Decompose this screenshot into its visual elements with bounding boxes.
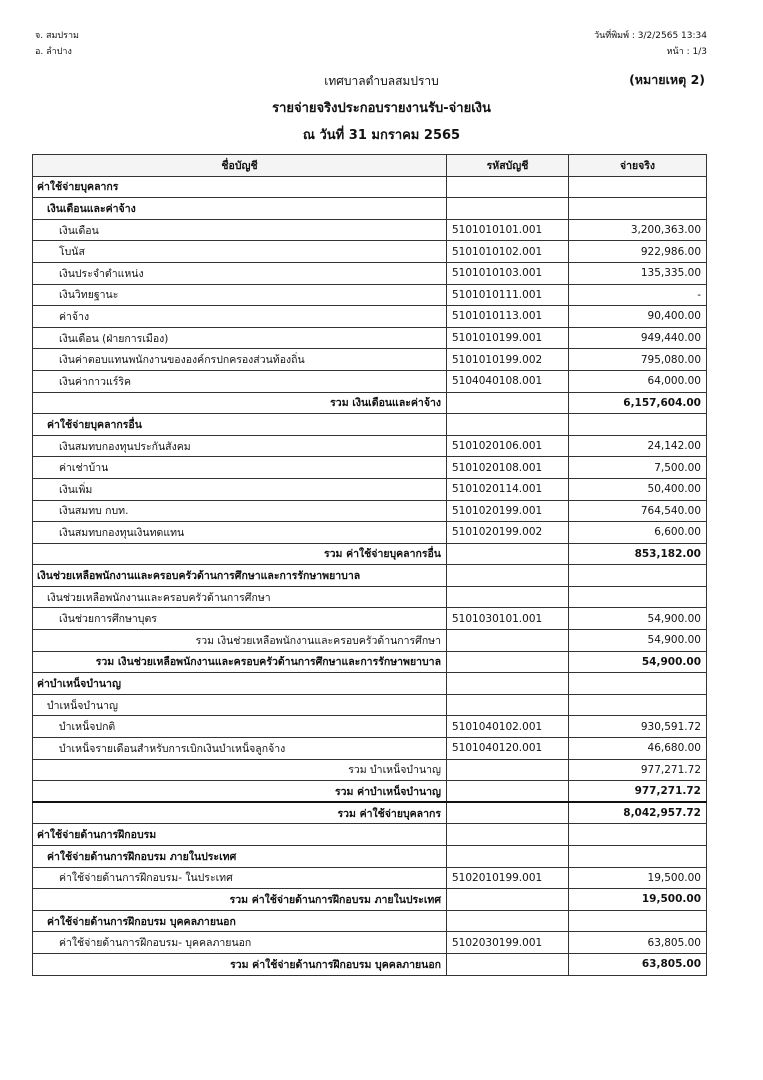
table-row: [33, 565, 707, 587]
table-row: [33, 522, 707, 544]
account-code-cell: 5101020199.002: [447, 522, 569, 544]
table-row: [33, 694, 707, 716]
account-code-cell: 5101020199.001: [447, 500, 569, 522]
amount-cell: 64,000.00: [569, 370, 707, 392]
amount-cell: -: [569, 284, 707, 306]
account-name-cell: ค่าใช้จ่ายด้านการฝึกอบรม: [33, 824, 447, 846]
amount-cell: [569, 586, 707, 608]
account-code-cell: [447, 176, 569, 198]
account-name-cell: บำเหน็จบำนาญ: [33, 694, 447, 716]
province-text: จ. สมปราม: [35, 31, 79, 41]
account-name-cell: รวม ค่าใช้จ่ายบุคลากรอื่น: [33, 543, 447, 565]
amount-cell: 63,805.00: [569, 953, 707, 975]
table-row: [33, 910, 707, 932]
account-name-cell: เงินช่วยเหลือพนักงานและครอบครัวด้านการศึกษาและการรักษาพยาบาล: [33, 565, 447, 587]
table-row: [33, 716, 707, 738]
account-code-cell: [447, 953, 569, 975]
account-name-cell: รวม ค่าใช้จ่ายด้านการฝึกอบรม ภายในประเทศ: [33, 889, 447, 911]
account-name-cell: รวม บำเหน็จบำนาญ: [33, 759, 447, 781]
account-code-cell: 5101030101.001: [447, 608, 569, 630]
amount-cell: 795,080.00: [569, 349, 707, 371]
account-name-cell: เงินเดือนและค่าจ้าง: [33, 198, 447, 220]
amount-cell: 853,182.00: [569, 543, 707, 565]
column-header-account-name: ชื่อบัญชี: [33, 155, 447, 177]
table-row: [33, 241, 707, 263]
table-row: [33, 824, 707, 846]
amount-cell: [569, 910, 707, 932]
account-code-cell: 5101010103.001: [447, 262, 569, 284]
account-code-cell: [447, 910, 569, 932]
account-code-cell: 5101010111.001: [447, 284, 569, 306]
table-header-row: [33, 155, 707, 177]
amount-cell: 7,500.00: [569, 457, 707, 479]
district-text: อ. ลำปาง: [35, 47, 72, 57]
amount-cell: 63,805.00: [569, 932, 707, 954]
amount-cell: 54,900.00: [569, 651, 707, 673]
account-name-cell: เงินช่วยการศึกษาบุตร: [33, 608, 447, 630]
header-left: [35, 28, 79, 60]
amount-cell: 54,900.00: [569, 630, 707, 652]
table-row: [33, 500, 707, 522]
amount-cell: 6,157,604.00: [569, 392, 707, 414]
table-row: [33, 953, 707, 975]
account-code-cell: [447, 824, 569, 846]
amount-cell: 764,540.00: [569, 500, 707, 522]
note-label: (หมายเหตุ 2): [629, 72, 705, 87]
column-header-account-code: รหัสบัญชี: [447, 155, 569, 177]
account-code-cell: [447, 543, 569, 565]
account-name-cell: ค่าจ้าง: [33, 306, 447, 328]
account-code-cell: 5101020114.001: [447, 478, 569, 500]
amount-cell: 949,440.00: [569, 327, 707, 349]
amount-cell: 24,142.00: [569, 435, 707, 457]
account-name-cell: ค่าใช้จ่ายด้านการฝึกอบรม- ในประเทศ: [33, 867, 447, 889]
table-row: [33, 867, 707, 889]
organization-name: เทศบาลตำบลสมปราบ: [324, 74, 439, 88]
account-code-cell: [447, 586, 569, 608]
account-code-cell: [447, 889, 569, 911]
account-code-cell: 5101040120.001: [447, 738, 569, 760]
table-row: [33, 219, 707, 241]
table-row: [33, 414, 707, 436]
table-row: [33, 846, 707, 868]
amount-cell: 46,680.00: [569, 738, 707, 760]
amount-cell: 8,042,957.72: [569, 802, 707, 824]
page-number: หน้า : 1/3: [666, 47, 707, 57]
account-name-cell: เงินเดือน (ฝ่ายการเมือง): [33, 327, 447, 349]
amount-cell: 3,200,363.00: [569, 219, 707, 241]
account-name-cell: ค่าใช้จ่ายบุคลากร: [33, 176, 447, 198]
account-name-cell: ค่าเช่าบ้าน: [33, 457, 447, 479]
table-body: [33, 176, 707, 975]
account-code-cell: [447, 392, 569, 414]
account-code-cell: [447, 802, 569, 824]
table-row: [33, 543, 707, 565]
header-right: [594, 28, 707, 60]
account-code-cell: [447, 651, 569, 673]
account-name-cell: รวม เงินช่วยเหลือพนักงานและครอบครัวด้านการศึกษา: [33, 630, 447, 652]
account-name-cell: รวม เงินช่วยเหลือพนักงานและครอบครัวด้านการศึกษาและการรักษาพยาบาล: [33, 651, 447, 673]
table-row: [33, 651, 707, 673]
account-name-cell: เงินค่ากาวแร์ริค: [33, 370, 447, 392]
expense-table: [32, 154, 707, 976]
table-row: [33, 198, 707, 220]
amount-cell: [569, 198, 707, 220]
amount-cell: 6,600.00: [569, 522, 707, 544]
table-row: [33, 759, 707, 781]
account-code-cell: 5102010199.001: [447, 867, 569, 889]
amount-cell: 54,900.00: [569, 608, 707, 630]
table-row: [33, 262, 707, 284]
account-name-cell: ค่าใช้จ่ายด้านการฝึกอบรม บุคคลภายนอก: [33, 910, 447, 932]
amount-cell: 977,271.72: [569, 781, 707, 803]
amount-cell: [569, 565, 707, 587]
table-row: [33, 457, 707, 479]
account-name-cell: เงินเพิ่ม: [33, 478, 447, 500]
account-code-cell: 5101020108.001: [447, 457, 569, 479]
print-date: วันที่พิมพ์ : 3/2/2565 13:34: [594, 31, 707, 41]
account-code-cell: [447, 198, 569, 220]
table-row: [33, 802, 707, 824]
account-name-cell: รวม เงินเดือนและค่าจ้าง: [33, 392, 447, 414]
amount-cell: 90,400.00: [569, 306, 707, 328]
amount-cell: [569, 694, 707, 716]
account-name-cell: รวม ค่าใช้จ่ายด้านการฝึกอบรม บุคคลภายนอก: [33, 953, 447, 975]
amount-cell: [569, 846, 707, 868]
account-name-cell: เงินค่าตอบแทนพนักงานขององค์กรปกครองส่วนท้องถิ่น: [33, 349, 447, 371]
amount-cell: 922,986.00: [569, 241, 707, 263]
table-row: [33, 932, 707, 954]
table-row: [33, 306, 707, 328]
account-code-cell: [447, 694, 569, 716]
account-code-cell: 5101010199.001: [447, 327, 569, 349]
account-name-cell: ค่าใช้จ่ายด้านการฝึกอบรม ภายในประเทศ: [33, 846, 447, 868]
table-row: [33, 673, 707, 695]
table-row: [33, 435, 707, 457]
table-row: [33, 586, 707, 608]
account-code-cell: 5101010102.001: [447, 241, 569, 263]
account-name-cell: บำเหน็จรายเดือนสำหรับการเบิกเงินบำเหน็จลูกจ้าง: [33, 738, 447, 760]
table-row: [33, 781, 707, 803]
account-name-cell: เงินเดือน: [33, 219, 447, 241]
amount-cell: 135,335.00: [569, 262, 707, 284]
table-row: [33, 284, 707, 306]
account-code-cell: [447, 673, 569, 695]
account-code-cell: 5101010113.001: [447, 306, 569, 328]
account-name-cell: เงินสมทบกองทุนประกันสังคม: [33, 435, 447, 457]
account-code-cell: 5104040108.001: [447, 370, 569, 392]
account-name-cell: ค่าใช้จ่ายด้านการฝึกอบรม- บุคคลภายนอก: [33, 932, 447, 954]
account-name-cell: เงินสมทบ กบท.: [33, 500, 447, 522]
report-date: ณ วันที่ 31 มกราคม 2565: [302, 128, 461, 143]
table-row: [33, 630, 707, 652]
table-row: [33, 176, 707, 198]
account-name-cell: โบนัส: [33, 241, 447, 263]
amount-cell: 19,500.00: [569, 867, 707, 889]
amount-cell: [569, 176, 707, 198]
account-name-cell: เงินสมทบกองทุนเงินทดแทน: [33, 522, 447, 544]
account-name-cell: รวม ค่าบำเหน็จบำนาญ: [33, 781, 447, 803]
table-row: [33, 608, 707, 630]
account-name-cell: ค่าบำเหน็จบำนาญ: [33, 673, 447, 695]
amount-cell: 977,271.72: [569, 759, 707, 781]
amount-cell: [569, 414, 707, 436]
account-code-cell: 5101010199.002: [447, 349, 569, 371]
account-name-cell: เงินช่วยเหลือพนักงานและครอบครัวด้านการศึกษา: [33, 586, 447, 608]
amount-cell: [569, 824, 707, 846]
amount-cell: [569, 673, 707, 695]
account-name-cell: เงินประจำตำแหน่ง: [33, 262, 447, 284]
account-code-cell: 5101020106.001: [447, 435, 569, 457]
account-code-cell: [447, 565, 569, 587]
account-name-cell: บำเหน็จปกติ: [33, 716, 447, 738]
account-code-cell: 5101040102.001: [447, 716, 569, 738]
table-row: [33, 392, 707, 414]
account-code-cell: [447, 759, 569, 781]
table-row: [33, 327, 707, 349]
account-code-cell: [447, 781, 569, 803]
account-code-cell: [447, 414, 569, 436]
table-row: [33, 478, 707, 500]
table-row: [33, 370, 707, 392]
account-name-cell: รวม ค่าใช้จ่ายบุคลากร: [33, 802, 447, 824]
column-header-amount: จ่ายจริง: [569, 155, 707, 177]
account-code-cell: 5101010101.001: [447, 219, 569, 241]
account-code-cell: 5102030199.001: [447, 932, 569, 954]
account-code-cell: [447, 846, 569, 868]
amount-cell: 19,500.00: [569, 889, 707, 911]
amount-cell: 50,400.00: [569, 478, 707, 500]
table-row: [33, 349, 707, 371]
report-title: รายจ่ายจริงประกอบรายงานรับ-จ่ายเงิน: [272, 101, 491, 116]
account-name-cell: เงินวิทยฐานะ: [33, 284, 447, 306]
account-code-cell: [447, 630, 569, 652]
table-row: [33, 889, 707, 911]
account-name-cell: ค่าใช้จ่ายบุคลากรอื่น: [33, 414, 447, 436]
amount-cell: 930,591.72: [569, 716, 707, 738]
table-row: [33, 738, 707, 760]
